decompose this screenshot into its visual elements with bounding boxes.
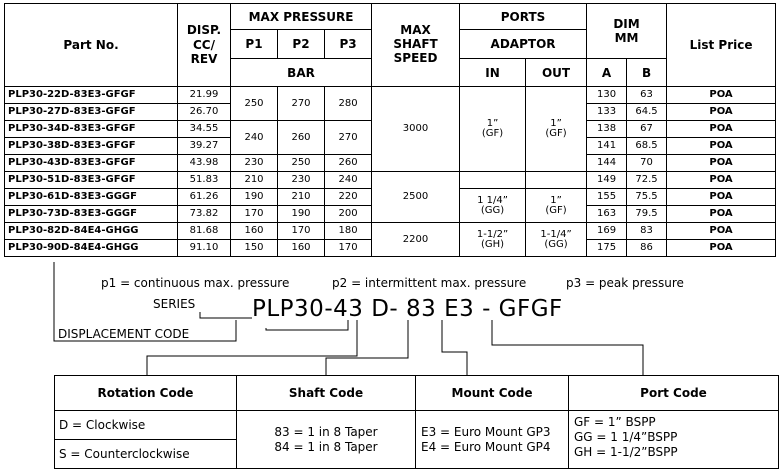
dim-b: 70	[627, 155, 667, 172]
dim-a: 133	[587, 104, 627, 121]
port-item: GH = 1-1/2”BSPP	[574, 445, 678, 459]
ports-header: PORTS	[460, 4, 587, 30]
dim-a: 155	[587, 189, 627, 206]
p3-value: 200	[325, 206, 372, 223]
port-code-cell	[569, 411, 779, 469]
dim-a: 130	[587, 87, 627, 104]
list-price: POA	[667, 189, 776, 206]
disp-value: 51.83	[178, 172, 231, 189]
mount-code-header: Mount Code	[416, 376, 569, 411]
part-number: PLP30-22D-83E3-GFGF	[5, 87, 178, 104]
p2-value: 230	[278, 172, 325, 189]
dim-b: 67	[627, 121, 667, 138]
part-number: PLP30-51D-83E3-GFGF	[5, 172, 178, 189]
part-number: PLP30-38D-83E3-GFGF	[5, 138, 178, 155]
part-no-header: Part No.	[5, 4, 178, 87]
p1-value: 150	[231, 240, 278, 257]
list-price-header: List Price	[667, 4, 776, 87]
dim-a: 169	[587, 223, 627, 240]
bar-header: BAR	[231, 59, 372, 87]
dim-a: 163	[587, 206, 627, 223]
dim-a: 175	[587, 240, 627, 257]
port-out: 1” (GF)	[526, 189, 587, 223]
p3-value: 260	[325, 155, 372, 172]
p2-value: 250	[278, 155, 325, 172]
dim-b: 86	[627, 240, 667, 257]
p3-value: 170	[325, 240, 372, 257]
legend-p1: p1 = continuous max. pressure	[101, 276, 290, 290]
p3-value: 180	[325, 223, 372, 240]
p1-value: 160	[231, 223, 278, 240]
port-code-header: Port Code	[569, 376, 779, 411]
list-price: POA	[667, 223, 776, 240]
mount-code-cell	[416, 411, 569, 469]
p3-value: 280	[325, 87, 372, 121]
shaft-code-header: Shaft Code	[237, 376, 416, 411]
model-code-example: PLP30-43 D- 83 E3 - GFGF	[252, 296, 563, 322]
speed-value: 3000	[372, 87, 460, 172]
legend-p2: p2 = intermittent max. pressure	[332, 276, 527, 290]
shaft-item: 83 = 1 in 8 Taper	[274, 424, 378, 439]
p1-value: 240	[231, 121, 278, 155]
shaft-item: 84 = 1 in 8 Taper	[274, 439, 378, 454]
max-shaft-speed-header: MAX SHAFT SPEED	[372, 4, 460, 87]
list-price: POA	[667, 121, 776, 138]
p3-value: 270	[325, 121, 372, 155]
list-price: POA	[667, 240, 776, 257]
list-price: POA	[667, 172, 776, 189]
b-header: B	[627, 59, 667, 87]
p2-header: P2	[278, 30, 325, 59]
p1-value: 170	[231, 206, 278, 223]
dim-header: DIM MM	[587, 4, 667, 59]
dim-b: 79.5	[627, 206, 667, 223]
mount-item: E4 = Euro Mount GP4	[421, 439, 551, 454]
disp-value: 39.27	[178, 138, 231, 155]
disp-value: 81.68	[178, 223, 231, 240]
shaft-code-cell	[237, 411, 416, 469]
port-in: 1-1/2” (GH)	[460, 223, 526, 257]
list-price: POA	[667, 206, 776, 223]
port-out: 1” (GF)	[526, 87, 587, 172]
rotation-code-header: Rotation Code	[55, 376, 237, 411]
rotation-code-cell	[55, 411, 237, 469]
mount-item: E3 = Euro Mount GP3	[421, 424, 551, 439]
p2-value: 270	[278, 87, 325, 121]
port-in: 1 1/4” (GG)	[460, 189, 526, 223]
p2-value: 160	[278, 240, 325, 257]
disp-value: 91.10	[178, 240, 231, 257]
adaptor-header: ADAPTOR	[460, 30, 587, 59]
list-price: POA	[667, 155, 776, 172]
disp-value: 61.26	[178, 189, 231, 206]
disp-value: 34.55	[178, 121, 231, 138]
p2-value: 260	[278, 121, 325, 155]
dim-a: 138	[587, 121, 627, 138]
rotation-item: D = Clockwise	[55, 411, 236, 440]
p2-value: 210	[278, 189, 325, 206]
list-price: POA	[667, 87, 776, 104]
dim-b: 64.5	[627, 104, 667, 121]
p3-value: 220	[325, 189, 372, 206]
dim-b: 63	[627, 87, 667, 104]
p3-value: 240	[325, 172, 372, 189]
disp-value: 73.82	[178, 206, 231, 223]
disp-value: 26.70	[178, 104, 231, 121]
displacement-code-label: DISPLACEMENT CODE	[58, 327, 190, 341]
max-pressure-header: MAX PRESSURE	[231, 4, 372, 30]
out-header: OUT	[526, 59, 587, 87]
p3-header: P3	[325, 30, 372, 59]
p1-value: 250	[231, 87, 278, 121]
p1-value: 190	[231, 189, 278, 206]
part-number: PLP30-61D-83E3-GGGF	[5, 189, 178, 206]
port-in: 1” (GF)	[460, 87, 526, 172]
part-number: PLP30-90D-84E4-GHGG	[5, 240, 178, 257]
p1-value: 230	[231, 155, 278, 172]
speed-value: 2200	[372, 223, 460, 257]
disp-value: 21.99	[178, 87, 231, 104]
p1-value: 210	[231, 172, 278, 189]
part-number: PLP30-73D-83E3-GGGF	[5, 206, 178, 223]
code-legend-table	[54, 375, 779, 469]
disp-value: 43.98	[178, 155, 231, 172]
part-number: PLP30-43D-83E3-GFGF	[5, 155, 178, 172]
p2-value: 170	[278, 223, 325, 240]
p1-header: P1	[231, 30, 278, 59]
disp-header: DISP. CC/ REV	[178, 4, 231, 87]
speed-value: 2500	[372, 172, 460, 223]
list-price: POA	[667, 104, 776, 121]
rotation-item: S = Counterclockwise	[59, 446, 190, 461]
dim-b: 68.5	[627, 138, 667, 155]
part-number: PLP30-82D-84E4-GHGG	[5, 223, 178, 240]
dim-a: 141	[587, 138, 627, 155]
list-price: POA	[667, 138, 776, 155]
part-number: PLP30-34D-83E3-GFGF	[5, 121, 178, 138]
dim-a: 144	[587, 155, 627, 172]
a-header: A	[587, 59, 627, 87]
port-item: GG = 1 1/4”BSPP	[574, 430, 678, 444]
port-item: GF = 1” BSPP	[574, 415, 656, 429]
series-label: SERIES	[153, 297, 196, 311]
dim-a: 149	[587, 172, 627, 189]
port-out: 1-1/4” (GG)	[526, 223, 587, 257]
dim-b: 75.5	[627, 189, 667, 206]
p2-value: 190	[278, 206, 325, 223]
legend-p3: p3 = peak pressure	[566, 276, 684, 290]
dim-b: 83	[627, 223, 667, 240]
in-header: IN	[460, 59, 526, 87]
dim-b: 72.5	[627, 172, 667, 189]
part-number: PLP30-27D-83E3-GFGF	[5, 104, 178, 121]
